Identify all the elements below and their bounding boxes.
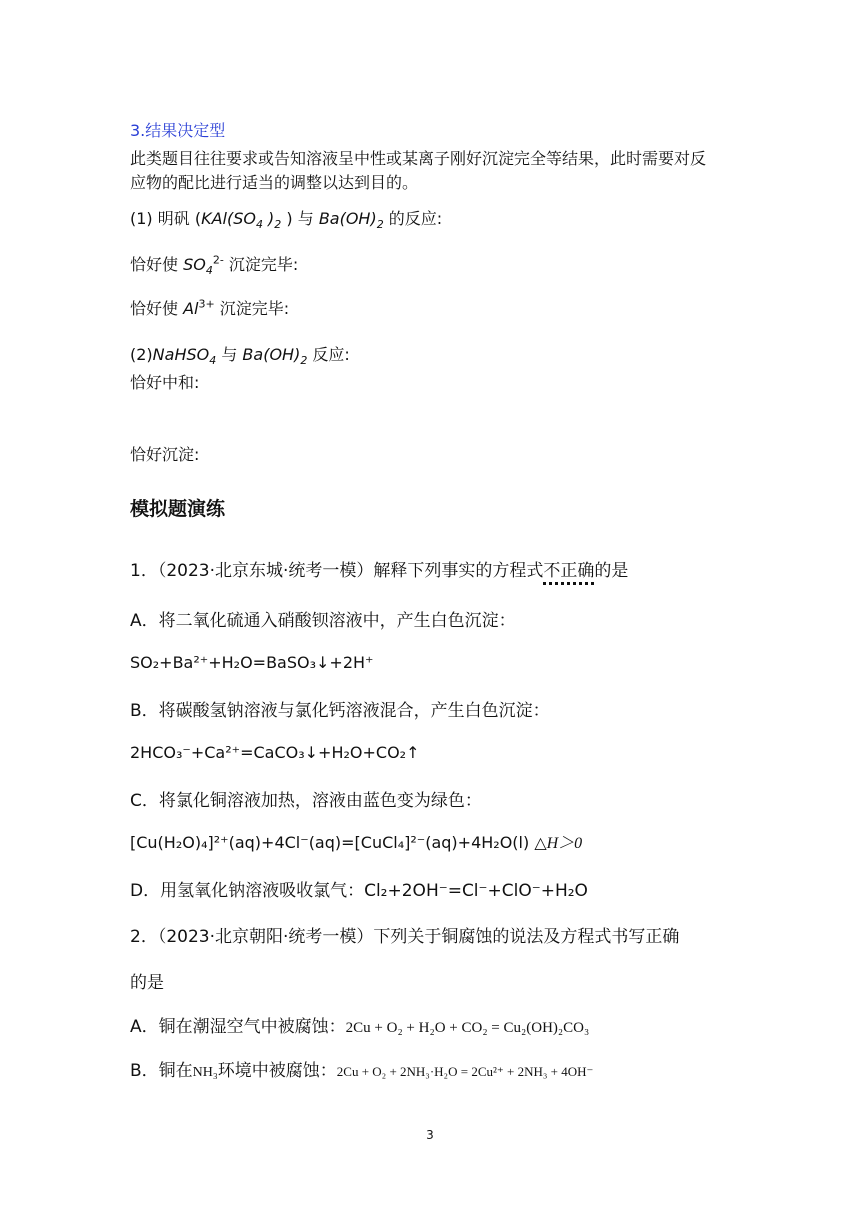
item-2-mid: 与 (216, 345, 243, 364)
q1-option-c-eq-main: [Cu(H₂O)₄]²⁺(aq)+4Cl⁻(aq)=[CuCl₄]²⁻(aq)+4H₂O(l) (130, 833, 535, 852)
q2-option-b-equation: 2Cu + O₂ + 2NH₃·H₂O = 2Cu²⁺ + 2NH₃ + 4OH⁻ (336, 1064, 594, 1079)
q2-option-b-nh3: NH₃ (192, 1065, 218, 1080)
q1-option-c-text: C．将氯化铜溶液加热，溶液由蓝色变为绿色： (130, 791, 482, 811)
line-al-sup: 3+ (198, 297, 215, 311)
line-so4-formula: SO (183, 255, 206, 274)
item-1-baoh-sub: 2 (376, 218, 384, 232)
neutral-line: 恰好中和: (130, 373, 200, 392)
line-al-formula: Al (183, 299, 199, 318)
intro-line-1: 此类题目往往要求或告知溶液呈中性或某离子刚好沉淀完全等结果，此时需要对反 (130, 149, 707, 168)
q1-option-c-equation (130, 832, 582, 855)
q2-option-b (130, 1056, 593, 1081)
q2-option-b-text-b: 环境中被腐蚀： (217, 1061, 337, 1081)
item-1-mid: ) 与 (281, 209, 319, 228)
q1-stem-a: 1．（2023·北京东城·统考一模）解释下列事实的方程式 (130, 561, 544, 581)
line-so4-suffix: 沉淀完毕: (223, 255, 299, 274)
line-al (130, 298, 289, 320)
q1-option-c-eq-enthalpy: △H＞0 (534, 835, 583, 852)
q2-stem-line-2: 的是 (130, 973, 164, 993)
q1-option-b-text: B．将碳酸氢钠溶液与氯化钙溶液混合，产生白色沉淀： (130, 701, 550, 721)
q2-option-b-text-a: B．铜在 (130, 1061, 193, 1081)
q1-stem-b: 的是 (594, 561, 629, 581)
practice-title: 模拟题演练 (130, 498, 226, 520)
item-2-baoh-sub: 2 (300, 354, 308, 368)
q2-option-a (130, 1012, 589, 1037)
line-so4-sup: 2- (212, 253, 224, 267)
item-1-sub2: 2 (274, 218, 282, 232)
q1-option-a-equation: SO₂+Ba²⁺+H₂O=BaSO₃↓+2H⁺ (130, 653, 374, 672)
q2-stem-line-1: 2．（2023·北京朝阳·统考一模）下列关于铜腐蚀的说法及方程式书写正确 (130, 927, 680, 947)
item-2-baoh: Ba(OH) (242, 345, 301, 364)
line-so4-sub: 4 (205, 264, 213, 278)
item-2-nahso4 (130, 344, 350, 366)
page-number: 3 (426, 1128, 434, 1142)
precip-line: 恰好沉淀: (130, 445, 200, 464)
item-1-sub4: 4 (255, 218, 263, 232)
item-1-formula: KAl(SO (201, 209, 256, 228)
item-2-prefix: (2) (130, 345, 153, 364)
intro-line-2: 应物的配比进行适当的调整以达到目的。 (130, 173, 419, 192)
item-1-suffix: 的反应: (383, 209, 443, 228)
q1-option-d: D．用氢氧化钠溶液吸收氯气：Cl₂+2OH⁻=Cl⁻+ClO⁻+H₂O (130, 881, 588, 901)
q1-option-a-text: A．将二氧化硫通入硝酸钡溶液中，产生白色沉淀： (130, 611, 516, 631)
section-heading: 3.结果决定型 (130, 121, 226, 140)
q1-stem (130, 556, 628, 581)
item-2-nahso: NaHSO (152, 345, 210, 364)
q2-option-a-text: A．铜在潮湿空气中被腐蚀： (130, 1017, 346, 1037)
item-1-prefix: (1) 明矾 ( (130, 209, 202, 228)
line-so4-prefix: 恰好使 (130, 255, 184, 274)
item-1-baoh: Ba(OH) (318, 209, 377, 228)
q1-stem-emphasis: 不正确 (543, 561, 595, 581)
item-1-alum (130, 208, 442, 230)
q2-option-a-equation: 2Cu + O₂ + H₂O + CO₂ = Cu₂(OH)₂CO₃ (345, 1020, 590, 1036)
line-al-suffix: 沉淀完毕: (214, 299, 290, 318)
item-1-close: ) (262, 209, 275, 228)
line-al-prefix: 恰好使 (130, 299, 184, 318)
line-so4 (130, 254, 298, 276)
q1-option-b-equation: 2HCO₃⁻+Ca²⁺=CaCO₃↓+H₂O+CO₂↑ (130, 743, 420, 762)
item-2-suffix: 反应: (307, 345, 350, 364)
item-2-nahso-sub: 4 (209, 354, 217, 368)
